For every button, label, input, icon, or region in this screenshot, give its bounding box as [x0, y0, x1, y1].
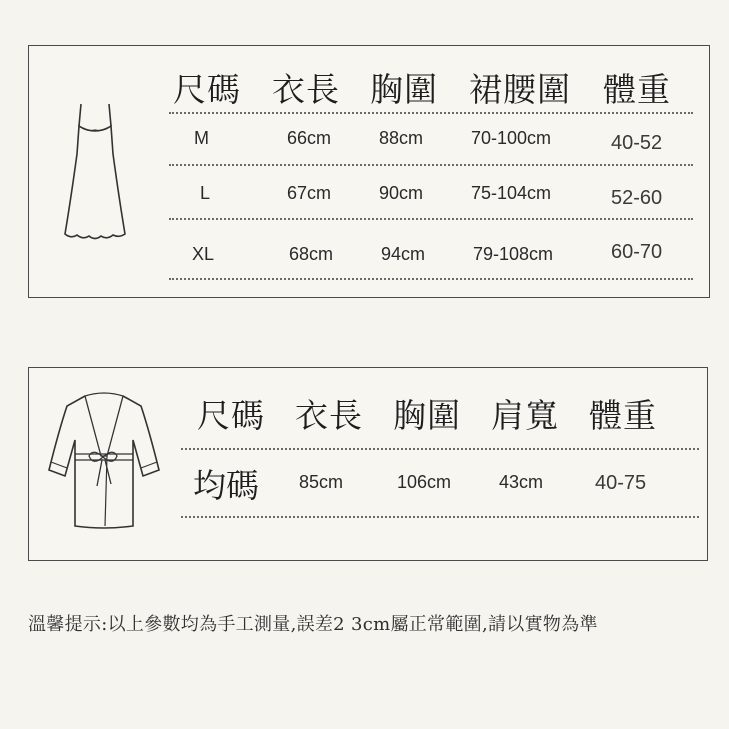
robe-divider [181, 448, 699, 450]
robe-divider [181, 516, 699, 518]
robe-length-value: 85cm [299, 472, 344, 492]
dress-row-l-size: L [200, 183, 211, 203]
dress-header-chest: 胸圍 [370, 70, 438, 109]
dress-row-m-size: M [194, 128, 209, 148]
robe-header-weight: 體重 [589, 396, 657, 435]
dress-row-xl-chest: 94cm [381, 244, 426, 264]
dress-size-panel [28, 45, 710, 298]
dress-row-m-weight: 40-52 [611, 132, 663, 154]
dress-header-waist: 裙腰圍 [469, 70, 571, 109]
robe-shoulder-value: 43cm [499, 472, 544, 492]
dress-divider [169, 112, 693, 114]
dress-header-size: 尺碼 [173, 70, 241, 109]
dress-divider [169, 164, 693, 166]
dress-header-length: 衣長 [272, 70, 340, 109]
dress-row-xl-weight: 60-70 [611, 241, 663, 263]
dress-divider [169, 218, 693, 220]
robe-chest-value: 106cm [397, 472, 452, 492]
robe-header-size: 尺碼 [197, 396, 265, 435]
dress-row-xl-waist: 79-108cm [473, 244, 554, 264]
slip-dress-icon [59, 102, 131, 246]
robe-header-shoulder: 肩寬 [491, 396, 559, 435]
robe-size-panel [28, 367, 708, 561]
dress-row-xl-size: XL [192, 244, 215, 264]
dress-row-m-waist: 70-100cm [471, 128, 552, 148]
dress-row-l-chest: 90cm [379, 183, 424, 203]
dress-header-weight: 體重 [603, 70, 671, 109]
dress-row-m-length: 66cm [287, 128, 332, 148]
measurement-note: 溫馨提示:以上參數均為手工測量,誤差2 3cm屬正常範圍,請以實物為準 [28, 614, 598, 635]
robe-size-value: 均碼 [193, 466, 259, 505]
dress-row-l-length: 67cm [287, 183, 332, 203]
robe-weight-value: 40-75 [595, 472, 647, 494]
robe-header-length: 衣長 [295, 396, 363, 435]
dress-row-l-waist: 75-104cm [471, 183, 552, 203]
robe-header-chest: 胸圍 [393, 396, 461, 435]
robe-icon [45, 390, 163, 532]
dress-row-l-weight: 52-60 [611, 187, 663, 209]
dress-row-xl-length: 68cm [289, 244, 334, 264]
dress-row-m-chest: 88cm [379, 128, 424, 148]
dress-divider [169, 278, 693, 280]
